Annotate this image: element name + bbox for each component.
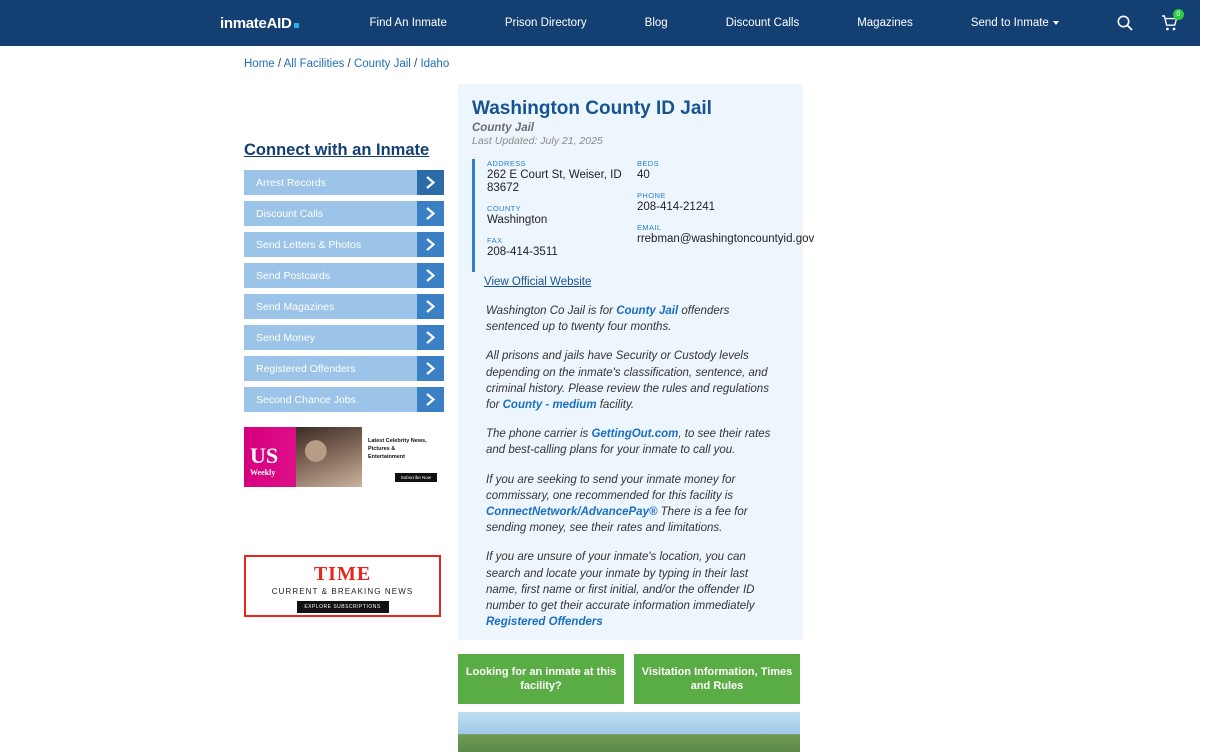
page-title: Washington County ID Jail	[472, 98, 712, 119]
chevron-right-icon	[417, 201, 444, 226]
chevron-down-icon	[1053, 21, 1059, 25]
sidebar-item-arrest-records[interactable]	[244, 170, 444, 195]
sidebar-item-label: Send Postcards	[244, 263, 417, 288]
sidebar-item-label: Second Chance Jobs	[244, 387, 417, 412]
chevron-right-icon	[417, 170, 444, 195]
chevron-right-icon	[417, 232, 444, 257]
chevron-right-icon	[417, 387, 444, 412]
find-inmate-button[interactable]: Looking for an inmate at this facility?	[458, 654, 624, 704]
breadcrumb-separator: /	[344, 58, 354, 70]
para-text: , to see their rates and best-calling plans for your inmate to call you.	[486, 428, 771, 457]
nav-label: Prison Directory	[504, 17, 587, 29]
ad-image	[296, 427, 362, 487]
visitation-info-button[interactable]: Visitation Information, Times and Rules	[634, 654, 800, 704]
field-label: BEDS	[637, 159, 660, 168]
cta-button-group	[458, 654, 803, 704]
sidebar-title: Connect with an Inmate	[244, 141, 430, 159]
header-icon-group	[1116, 11, 1222, 32]
para-text: offenders sentenced up to twenty four months.	[486, 305, 730, 334]
view-official-website-link[interactable]: View Official Website	[484, 276, 592, 288]
para-text: If you are unsure of your inmate's location, you can search and locate your inmate by typing in their last name, first name or first initial, and/or the offender ID number to get their accurate information immediately	[486, 551, 755, 613]
logo-dot	[294, 23, 299, 28]
nav-label: Magazines	[857, 17, 913, 29]
logo-text-primary: inmate	[220, 14, 267, 32]
ad-tagline: CURRENT & BREAKING NEWS	[271, 587, 414, 596]
cart-icon[interactable]	[1160, 11, 1181, 32]
field-value: 262 E Court St, Weiser, ID 83672	[487, 169, 622, 194]
ad-time-magazine[interactable]	[244, 555, 441, 617]
nav-label: Blog	[644, 17, 668, 29]
field-county	[487, 204, 637, 227]
breadcrumb-item-county-jail[interactable]: County Jail	[353, 58, 411, 70]
nav-item-magazines[interactable]	[828, 17, 942, 29]
field-label: ADDRESS	[487, 159, 527, 168]
facility-paragraph-5	[486, 549, 787, 630]
ad-text: Latest Celebrity News, Pictures & Entertainment	[368, 438, 427, 460]
para-text: Washington Co Jail is for	[486, 305, 617, 317]
nav-label: Discount Calls	[725, 17, 800, 29]
sidebar-item-label: Send Money	[244, 325, 417, 350]
field-fax	[487, 236, 637, 259]
ad-us-weekly[interactable]	[244, 427, 441, 487]
field-label: COUNTY	[487, 204, 522, 213]
field-label: EMAIL	[637, 223, 662, 232]
para-text: facility.	[596, 399, 635, 412]
sidebar-item-label: Registered Offenders	[244, 356, 417, 381]
sidebar-item-label: Send Magazines	[244, 294, 417, 319]
ad-brand-sub: Weekly	[250, 468, 276, 477]
sidebar-item-send-money[interactable]	[244, 325, 444, 350]
sidebar-item-second-chance-jobs[interactable]	[244, 387, 444, 412]
site-header	[0, 0, 1200, 46]
para-link[interactable]: GettingOut.com	[591, 428, 679, 441]
nav-item-prison-directory[interactable]	[476, 17, 616, 29]
sidebar-item-send-magazines[interactable]	[244, 294, 444, 319]
para-text: All prisons and jails have Security or Custody levels depending on the inmate's classification, sentence, and criminal history. Please review the rules and regulations for	[486, 350, 769, 412]
chevron-right-icon	[417, 325, 444, 350]
cart-count-badge: 0	[1173, 9, 1184, 20]
field-address	[487, 159, 637, 195]
user-icon[interactable]	[1204, 14, 1222, 32]
para-text: There is a fee for sending money, see their rates and limitations.	[486, 506, 748, 535]
breadcrumb-item-home[interactable]: Home	[244, 58, 275, 70]
page-body	[0, 58, 1200, 752]
sidebar-item-send-postcards[interactable]	[244, 263, 444, 288]
field-email	[637, 223, 815, 246]
last-updated-text: Last Updated: July 21, 2025	[472, 135, 603, 147]
ad-brand-label: US Weekly	[250, 443, 279, 477]
facility-photo	[458, 712, 800, 752]
field-beds	[637, 159, 787, 182]
breadcrumb	[244, 58, 1200, 70]
site-logo[interactable]	[220, 15, 299, 32]
para-link[interactable]: ConnectNetwork/AdvancePay®	[486, 506, 658, 519]
para-link[interactable]: County - medium	[502, 399, 597, 412]
breadcrumb-item-idaho[interactable]: Idaho	[420, 58, 450, 70]
field-value: 40	[637, 169, 650, 181]
field-label: FAX	[487, 236, 503, 245]
nav-item-send-to-inmate[interactable]	[942, 17, 1088, 29]
ad-cta-button[interactable]: EXPLORE SUBSCRIPTIONS	[297, 601, 389, 613]
field-label: PHONE	[637, 191, 666, 200]
nav-label: Find An Inmate	[369, 17, 447, 29]
logo-text-secondary: AID	[266, 14, 292, 32]
chevron-right-icon	[417, 294, 444, 319]
facility-paragraph-4	[486, 472, 787, 537]
content-area	[244, 84, 1200, 752]
para-link[interactable]: County Jail	[616, 305, 679, 317]
facility-details-right	[637, 159, 815, 268]
chevron-right-icon	[417, 263, 444, 288]
ad-brand-label: TIME	[313, 563, 372, 585]
sidebar-item-label: Send Letters & Photos	[244, 232, 417, 257]
ad-cta-button[interactable]: Subscribe Now	[395, 473, 437, 482]
nav-item-blog[interactable]	[616, 17, 697, 29]
breadcrumb-separator: /	[410, 58, 421, 70]
chevron-right-icon	[417, 356, 444, 381]
main-navigation	[341, 17, 1088, 29]
field-value: rrebman@washingtoncountyid.gov	[637, 233, 815, 245]
breadcrumb-item-all-facilities[interactable]: All Facilities	[283, 58, 345, 70]
nav-item-find-an-inmate[interactable]	[341, 17, 476, 29]
facility-paragraph-3	[486, 426, 787, 458]
main-column	[458, 84, 815, 752]
para-text: If you are seeking to send your inmate money for commissary, one recommended for this facility is	[486, 473, 736, 502]
sidebar-item-discount-calls[interactable]	[244, 201, 444, 226]
breadcrumb-separator: /	[274, 58, 284, 70]
para-link[interactable]: Registered Offenders	[486, 616, 603, 629]
sidebar-item-label: Arrest Records	[244, 170, 417, 195]
facility-info-card	[458, 84, 815, 640]
field-value: 208-414-21241	[637, 201, 716, 213]
sidebar-item-label: Discount Calls	[244, 201, 417, 226]
field-value: 208-414-3511	[487, 246, 558, 258]
facility-details	[472, 159, 815, 272]
field-phone	[637, 191, 787, 214]
facility-details-left	[487, 159, 637, 268]
nav-label: Send to Inmate	[970, 17, 1049, 29]
facility-type: County Jail	[472, 122, 534, 134]
nav-item-discount-calls[interactable]	[697, 17, 829, 29]
para-text: The phone carrier is	[486, 428, 592, 441]
sidebar-item-registered-offenders[interactable]	[244, 356, 444, 381]
sidebar	[244, 84, 444, 752]
search-icon[interactable]	[1116, 14, 1134, 32]
field-value: Washington	[487, 214, 548, 226]
facility-paragraph-2	[486, 348, 787, 413]
sidebar-item-send-letters-photos[interactable]	[244, 232, 444, 257]
facility-paragraph-1	[486, 303, 787, 335]
